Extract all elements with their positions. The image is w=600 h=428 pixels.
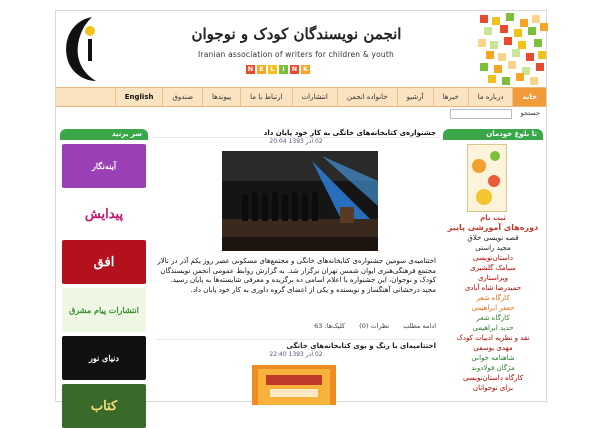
- course-line[interactable]: سیامک گلشیری: [470, 264, 516, 272]
- nelinks-letter: L: [268, 65, 277, 74]
- course-line[interactable]: برای نوجوانان: [472, 384, 514, 392]
- article2-date: 02 آذر 1393 22:40: [269, 351, 323, 358]
- mosaic-tile: [540, 23, 548, 31]
- course-line[interactable]: مجید راستی: [475, 244, 511, 252]
- left-sidebar: [60, 129, 148, 414]
- mosaic-tile: [528, 27, 536, 35]
- mosaic-tile: [486, 51, 494, 59]
- search-bar: [56, 108, 546, 120]
- mosaic-tile: [484, 27, 492, 35]
- mosaic-tile: [534, 39, 542, 47]
- mosaic-tile: [516, 73, 524, 81]
- festival-poster: [252, 365, 336, 405]
- course-line[interactable]: داستان‌نویسی: [473, 254, 513, 262]
- nav-item-1[interactable]: درباره ما: [468, 88, 513, 106]
- mosaic-tile: [502, 77, 510, 85]
- mosaic-tile: [492, 17, 500, 25]
- course-line[interactable]: ویراستاری: [477, 274, 509, 282]
- ceremony-photo: [222, 151, 378, 251]
- article-toolbar: [192, 322, 442, 334]
- mosaic-tile: [480, 63, 488, 71]
- mosaic-tile: [506, 13, 514, 21]
- association-logo: [60, 13, 102, 85]
- course-line[interactable]: حمیدرضا شاه آبادی: [464, 284, 522, 292]
- course-line[interactable]: حدید ابراهیمی: [472, 324, 514, 332]
- nav-item-6[interactable]: ارتباط با ما: [240, 88, 291, 106]
- nelinks-strip[interactable]: [246, 65, 310, 75]
- nav-item-8[interactable]: صندوق: [162, 88, 202, 106]
- mosaic-tile: [478, 39, 486, 47]
- course-subheading: دوره‌های آموزشی پاییز: [447, 223, 539, 232]
- course-flyer[interactable]: [467, 144, 507, 212]
- read-more-link[interactable]: ادامه مطلب: [403, 322, 436, 330]
- course-line[interactable]: کارگاه داستان‌نویسی: [462, 374, 524, 382]
- mosaic-tile: [514, 29, 522, 37]
- sidebar-banner-link[interactable]: کتاب: [62, 384, 146, 428]
- mosaic-tile: [498, 53, 506, 61]
- nelinks-letter: K: [302, 65, 309, 73]
- mosaic-tile: [512, 49, 520, 57]
- course-line[interactable]: قصه نویسی خلاق: [467, 234, 519, 242]
- search-input[interactable]: [450, 109, 512, 119]
- course-lines: [443, 233, 543, 393]
- banner-list: [60, 144, 148, 428]
- article-body: اختتامیه‌ی سومین جشنواره‌ی کتابخانه‌های خانگی و مجتمع‌های مسکونی عصر روز یکم آذر در تالار مجتمع فرهنگی‌هنری ایوان شمس تهران برگزار شد. به گزارش روابط عمومی انجمن نویسندگان کودک و نوجوان، این جشنواره با اعلام اسامی ده برگزیده و معرفی شایسته‌ها به پایان رسید. مجید درخشانی آهنگساز و نویسنده و یکی از اعضای گروه داوری به کار خود پایان داد.: [157, 257, 436, 294]
- nelinks-letter: N: [291, 65, 298, 73]
- course-list: [443, 213, 543, 393]
- article-title[interactable]: جشنواره‌ی کتابخانه‌های خانگی به کار خود پایان داد: [152, 129, 440, 138]
- sidebar-banner-link[interactable]: دنیای نور: [62, 336, 146, 380]
- mosaic-tile: [508, 61, 516, 69]
- nav-item-7[interactable]: پیوندها: [202, 88, 240, 106]
- nelinks-letter: I: [279, 65, 288, 74]
- main-content: [152, 129, 440, 401]
- course-line[interactable]: نقد و نظریه ادبیات کودک: [456, 334, 530, 342]
- mosaic-tile: [494, 65, 502, 73]
- mosaic-tile: [536, 63, 544, 71]
- mosaic-tile: [520, 19, 528, 27]
- article-date: 02 آذر 1393 20:04: [269, 138, 323, 145]
- mosaic-tile: [532, 15, 540, 23]
- site-header: [56, 11, 546, 87]
- course-line[interactable]: مژگان فولادوند: [471, 364, 515, 372]
- nav-item-3[interactable]: آرشیو: [397, 88, 433, 106]
- mosaic-tile: [490, 41, 498, 49]
- main-nav: [56, 87, 546, 107]
- nav-item-4[interactable]: خانواده انجمن: [337, 88, 397, 106]
- course-line[interactable]: کارگاه شعر: [476, 314, 510, 322]
- course-line[interactable]: جعفر ابراهیمی: [471, 304, 515, 312]
- article2-title[interactable]: اختتامیه‌ای با رنگ و بوی کتابخانه‌های خانگی: [156, 339, 436, 350]
- course-line[interactable]: مهدی یوسفی: [473, 344, 513, 352]
- comments-link[interactable]: نظرات (0): [359, 322, 390, 330]
- mosaic-tile: [504, 37, 512, 45]
- decorative-mosaic: [474, 11, 546, 87]
- nelinks-letter: E: [257, 65, 266, 74]
- course-line[interactable]: شاهنامه خوانی: [471, 354, 515, 362]
- mosaic-tile: [530, 77, 538, 85]
- right-sidebar: [443, 129, 543, 399]
- page-frame: [55, 10, 547, 414]
- site-subtitle: Iranian association of writers for children & youth: [198, 50, 394, 59]
- mosaic-tile: [538, 51, 546, 59]
- course-heading: ثبت نام: [480, 214, 506, 222]
- hits-count: کلیک‌ها: 63: [314, 322, 346, 330]
- right-sidebar-heading: تا بلوغ خودمان: [443, 129, 543, 140]
- mosaic-tile: [500, 25, 508, 33]
- site-title: انجمن نویسندگان کودک و نوجوان: [191, 25, 402, 43]
- nelinks-letter: N: [247, 65, 254, 73]
- mosaic-tile: [488, 75, 496, 83]
- mosaic-tile: [526, 53, 534, 61]
- left-sidebar-heading: سر بزنید: [60, 129, 148, 140]
- sidebar-banner-link[interactable]: انتشارات پیام مشرق: [62, 288, 146, 332]
- sidebar-banner-link[interactable]: افق: [62, 240, 146, 284]
- nav-item-5[interactable]: انتشارات: [292, 88, 337, 106]
- nav-item-2[interactable]: خبرها: [433, 88, 468, 106]
- nav-item-0[interactable]: خانه: [512, 88, 546, 106]
- sidebar-banner-link[interactable]: پیدایش: [62, 192, 146, 236]
- sidebar-banner-link[interactable]: آینه‌نگار: [62, 144, 146, 188]
- mosaic-tile: [480, 15, 488, 23]
- course-line[interactable]: کارگاه شعر: [476, 294, 510, 302]
- mosaic-tile: [518, 41, 526, 49]
- nav-item-9[interactable]: English: [115, 88, 163, 106]
- search-label: جستجو: [520, 109, 540, 117]
